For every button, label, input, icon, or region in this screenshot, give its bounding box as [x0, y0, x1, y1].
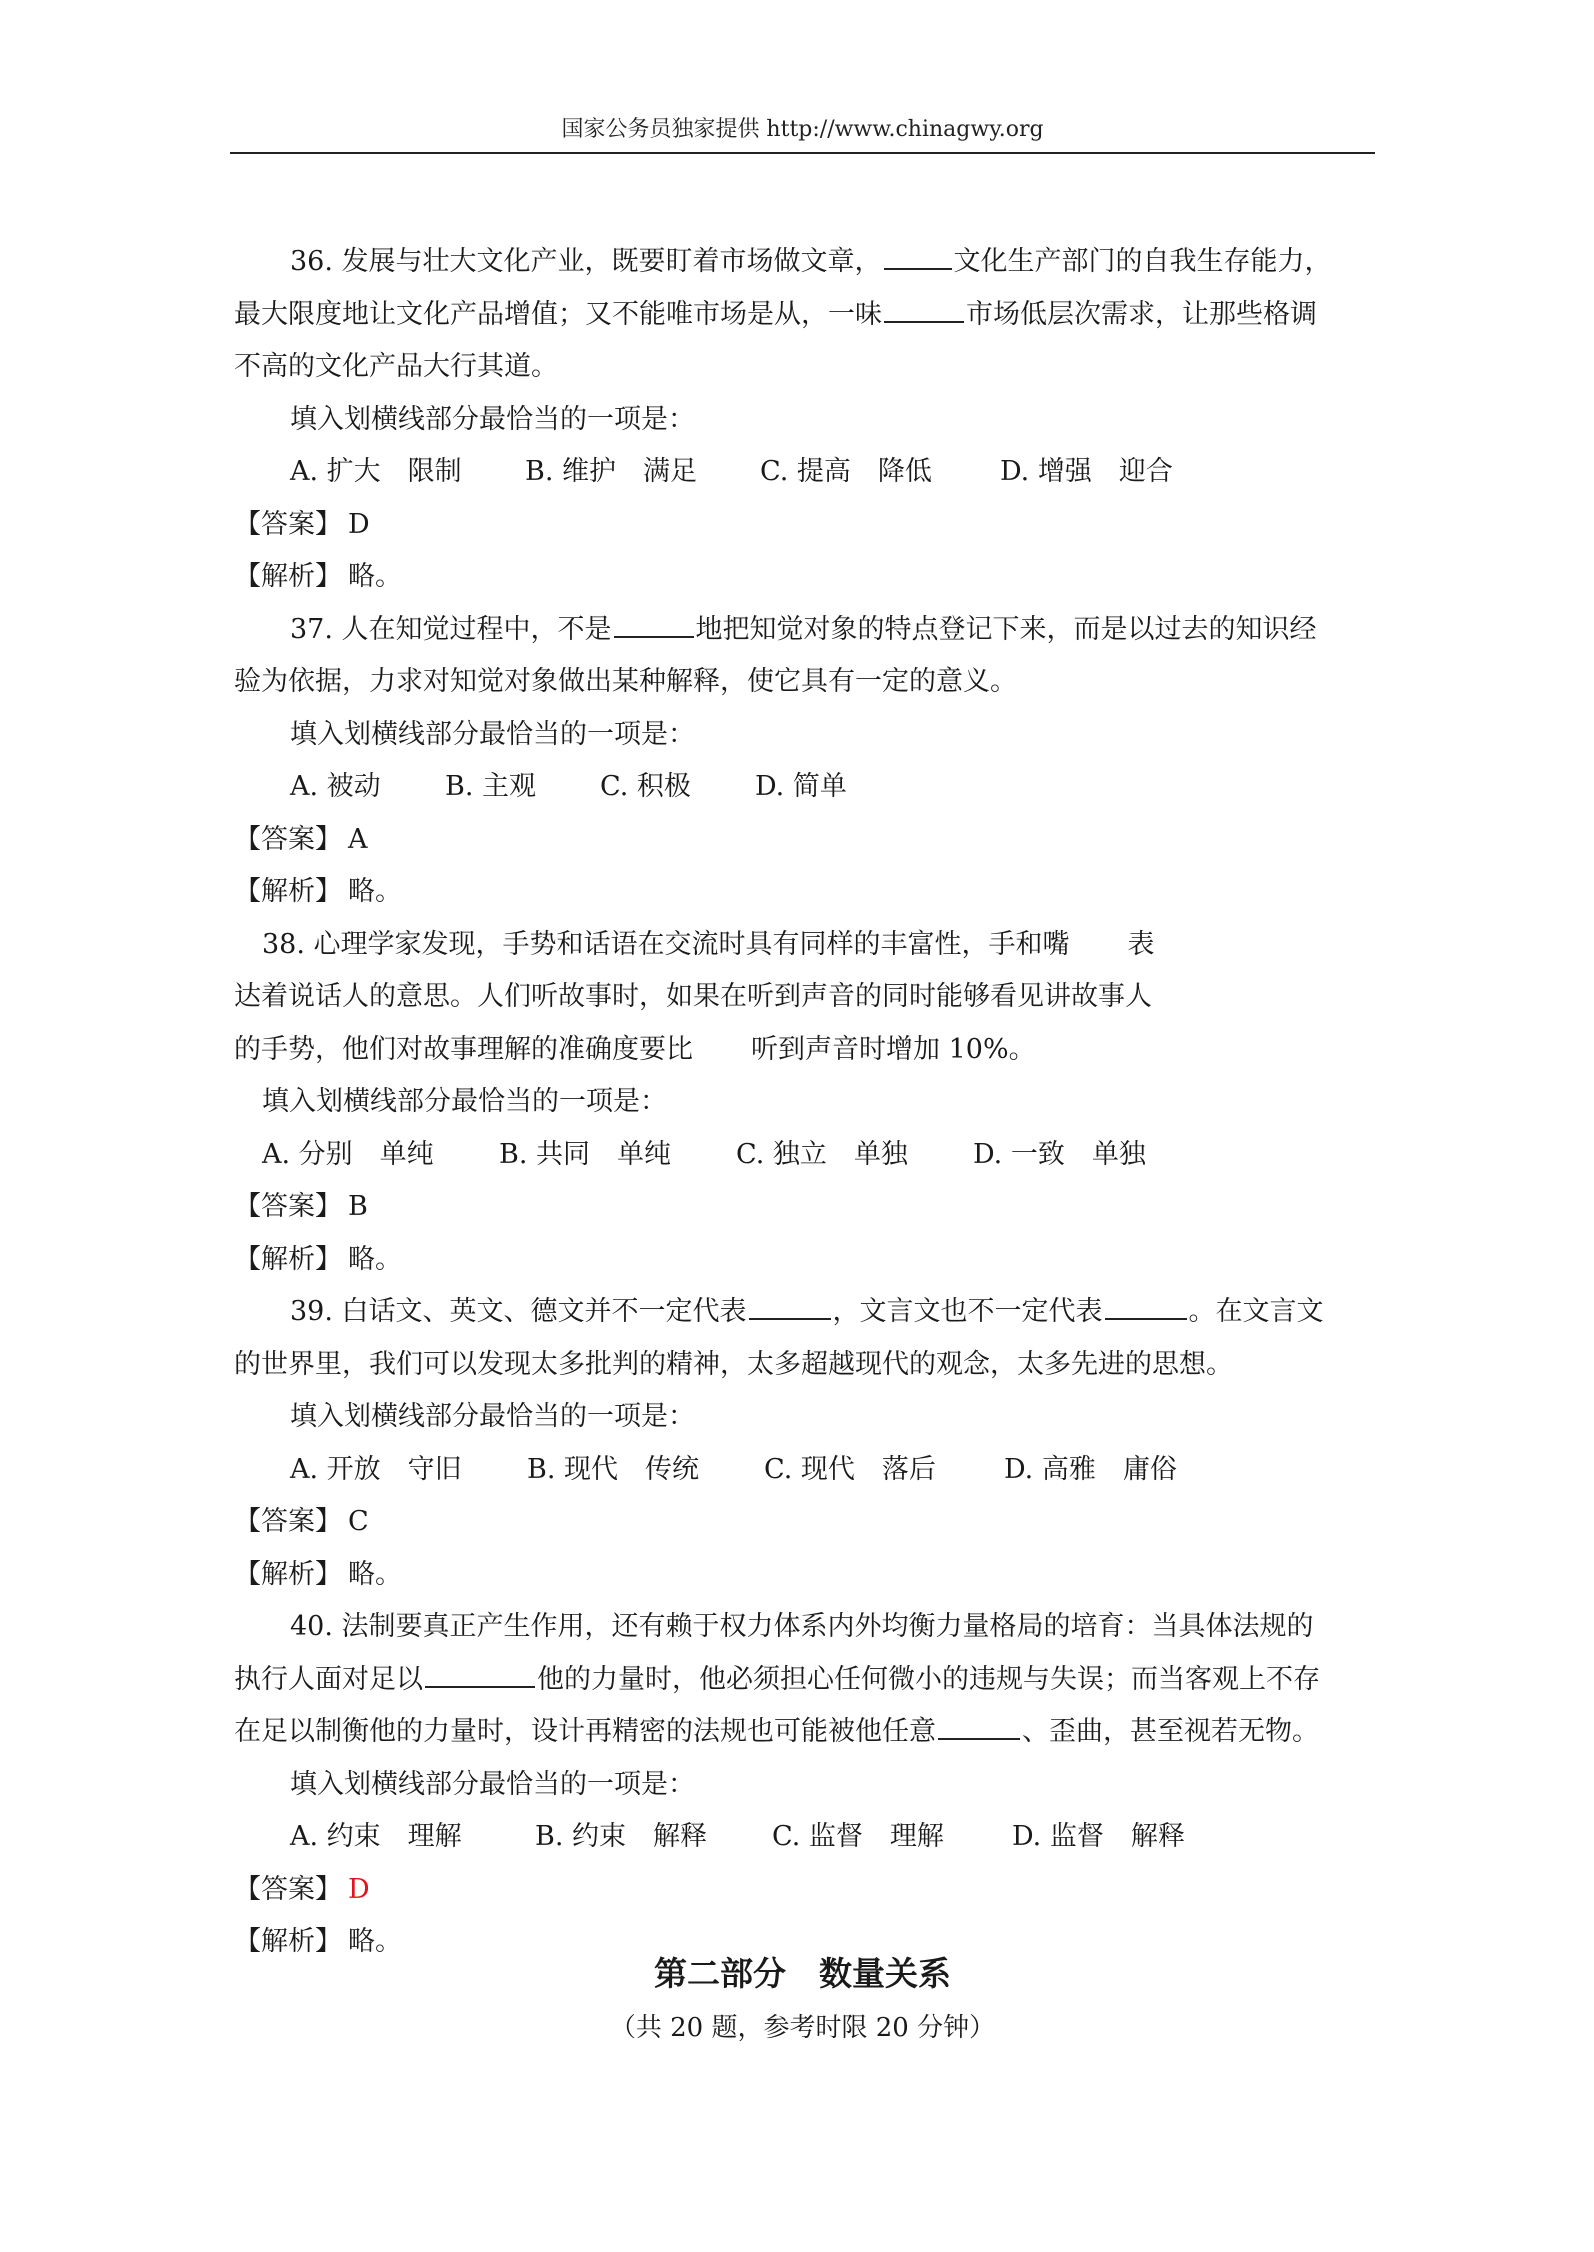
- answer-value: D: [348, 1873, 370, 1905]
- analysis-value: 略。: [348, 1558, 402, 1590]
- q36-line-1: [234, 236, 1379, 289]
- q37-analysis: [234, 866, 1379, 919]
- q36-line-3: 不高的文化产品大行其道。: [234, 351, 558, 382]
- header-divider: [230, 152, 1375, 154]
- q37-line-1: [234, 604, 1379, 657]
- q37-text: 37. 人在知觉过程中，不是: [290, 613, 612, 645]
- q40-options: [234, 1811, 1379, 1864]
- q39-prompt: 填入划横线部分最恰当的一项是：: [290, 1401, 695, 1432]
- option-a: A. 扩大 限制: [290, 456, 462, 487]
- section-subtitle: （共 20 题，参考时限 20 分钟）: [609, 2013, 996, 2043]
- q40-text: 执行人面对足以: [234, 1663, 423, 1695]
- option-c: C. 积极: [600, 771, 691, 802]
- option-d: D. 高雅 庸俗: [1004, 1453, 1177, 1485]
- answer-value: A: [348, 823, 368, 855]
- q38-options: [234, 1129, 1379, 1182]
- q39-text: ，文言文也不一定代表: [832, 1296, 1103, 1327]
- option-c: C. 现代 落后: [764, 1453, 936, 1485]
- option-a: A. 约束 理解: [290, 1821, 462, 1852]
- q37-line-2: 验为依据，力求对知觉对象做出某种解释，使它具有一定的意义。: [234, 666, 1017, 697]
- analysis-label: 【解析】: [234, 1558, 342, 1590]
- option-d: D. 监督 解释: [1012, 1821, 1185, 1852]
- answer-label: 【答案】: [234, 1873, 342, 1905]
- analysis-label: 【解析】: [234, 561, 342, 592]
- q36-text: 最大限度地让文化产品增值；又不能唯市场是从，一味: [234, 298, 882, 330]
- q40-line-3: [234, 1706, 1379, 1759]
- analysis-label: 【解析】: [234, 1926, 342, 1957]
- answer-label: 【答案】: [234, 1506, 342, 1537]
- q39-answer: [234, 1496, 1379, 1549]
- analysis-label: 【解析】: [234, 1243, 342, 1275]
- fill-blank: [749, 1290, 831, 1320]
- option-d: D. 增强 迎合: [1000, 456, 1173, 487]
- q36-text: 36. 发展与壮大文化产业，既要盯着市场做文章，: [290, 246, 882, 277]
- q40-line-1: 40. 法制要真正产生作用，还有赖于权力体系内外均衡力量格局的培育：当具体法规的: [290, 1611, 1314, 1642]
- answer-label: 【答案】: [234, 823, 342, 855]
- q38-prompt: 填入划横线部分最恰当的一项是：: [262, 1086, 667, 1117]
- q40-text: 、歪曲，甚至视若无物。: [1022, 1716, 1319, 1747]
- analysis-value: 略。: [348, 561, 402, 592]
- q39-text: 39. 白话文、英文、德文并不一定代表: [290, 1296, 747, 1327]
- option-c: C. 提高 降低: [760, 456, 932, 487]
- q38-line-1: [234, 919, 1379, 972]
- q40-line-2: [234, 1654, 1379, 1707]
- questions-body: [234, 236, 1379, 1969]
- q39-text: 。在文言文: [1188, 1296, 1324, 1327]
- q40-text: 在足以制衡他的力量时，设计再精密的法规也可能被他任意: [234, 1716, 936, 1747]
- answer-value: D: [348, 508, 370, 540]
- option-b: B. 维护 满足: [525, 456, 698, 487]
- q36-analysis: [234, 551, 1379, 604]
- analysis-value: 略。: [348, 1926, 402, 1957]
- fill-blank: [938, 1710, 1020, 1740]
- q38-text: 38. 心理学家发现，手势和话语在交流时具有同样的丰富性，手和嘴: [262, 928, 1070, 960]
- answer-value: B: [348, 1191, 368, 1222]
- q36-text: 文化生产部门的自我生存能力，: [953, 246, 1332, 277]
- option-b: B. 约束 解释: [535, 1821, 708, 1852]
- option-c: C. 独立 单独: [736, 1138, 908, 1170]
- q38-line-2: 达着说话人的意思。人们听故事时，如果在听到声音的同时能够看见讲故事人: [234, 981, 1152, 1012]
- q40-answer: [234, 1864, 1379, 1917]
- q38-text: 表: [1127, 928, 1155, 960]
- q39-options: [234, 1444, 1379, 1497]
- q36-options: [234, 446, 1379, 499]
- q37-prompt: 填入划横线部分最恰当的一项是：: [290, 718, 695, 750]
- option-a: A. 开放 守旧: [290, 1453, 462, 1485]
- option-b: B. 主观: [445, 771, 537, 802]
- analysis-value: 略。: [348, 1243, 402, 1275]
- fill-blank: [884, 293, 964, 323]
- q36-text: 市场低层次需求，让那些格调: [966, 298, 1317, 330]
- option-d: D. 一致 单独: [973, 1138, 1146, 1170]
- fill-blank: [1105, 1290, 1187, 1320]
- q37-answer: [234, 814, 1379, 867]
- fill-blank: [425, 1658, 535, 1688]
- option-a: A. 分别 单纯: [262, 1138, 434, 1170]
- analysis-label: 【解析】: [234, 876, 342, 907]
- q40-prompt: 填入划横线部分最恰当的一项是：: [290, 1768, 695, 1800]
- answer-label: 【答案】: [234, 1191, 342, 1222]
- q39-line-2: 的世界里，我们可以发现太多批判的精神，太多超越现代的观念，太多先进的思想。: [234, 1348, 1233, 1380]
- q39-line-1: [234, 1286, 1379, 1339]
- section-title: 第二部分 数量关系: [654, 1954, 951, 1993]
- q36-answer: [234, 499, 1379, 552]
- q38-answer: [234, 1181, 1379, 1234]
- option-c: C. 监督 理解: [772, 1821, 944, 1852]
- q38-text: 的手势，他们对故事理解的准确度要比: [234, 1033, 693, 1065]
- option-b: B. 共同 单纯: [499, 1138, 672, 1170]
- q38-line-3: [234, 1024, 1379, 1077]
- q39-analysis: [234, 1549, 1379, 1602]
- fill-blank: [614, 608, 694, 638]
- answer-value: C: [348, 1506, 369, 1537]
- q37-text: 地把知觉对象的特点登记下来，而是以过去的知识经: [695, 613, 1317, 645]
- page-header: 国家公务员独家提供 http://www.chinagwy.org: [561, 117, 1044, 142]
- q37-options: [234, 761, 1379, 814]
- answer-label: 【答案】: [234, 508, 342, 540]
- option-d: D. 简单: [755, 771, 847, 802]
- option-a: A. 被动: [290, 771, 381, 802]
- analysis-value: 略。: [348, 876, 402, 907]
- q36-prompt: 填入划横线部分最恰当的一项是：: [290, 403, 695, 435]
- q36-line-2: [234, 289, 1379, 342]
- q38-analysis: [234, 1234, 1379, 1287]
- option-b: B. 现代 传统: [527, 1453, 700, 1485]
- q38-text: 听到声音时增加 10%。: [751, 1033, 1036, 1065]
- fill-blank: [884, 240, 952, 270]
- q40-text: 他的力量时，他必须担心任何微小的违规与失误；而当客观上不存: [537, 1663, 1320, 1695]
